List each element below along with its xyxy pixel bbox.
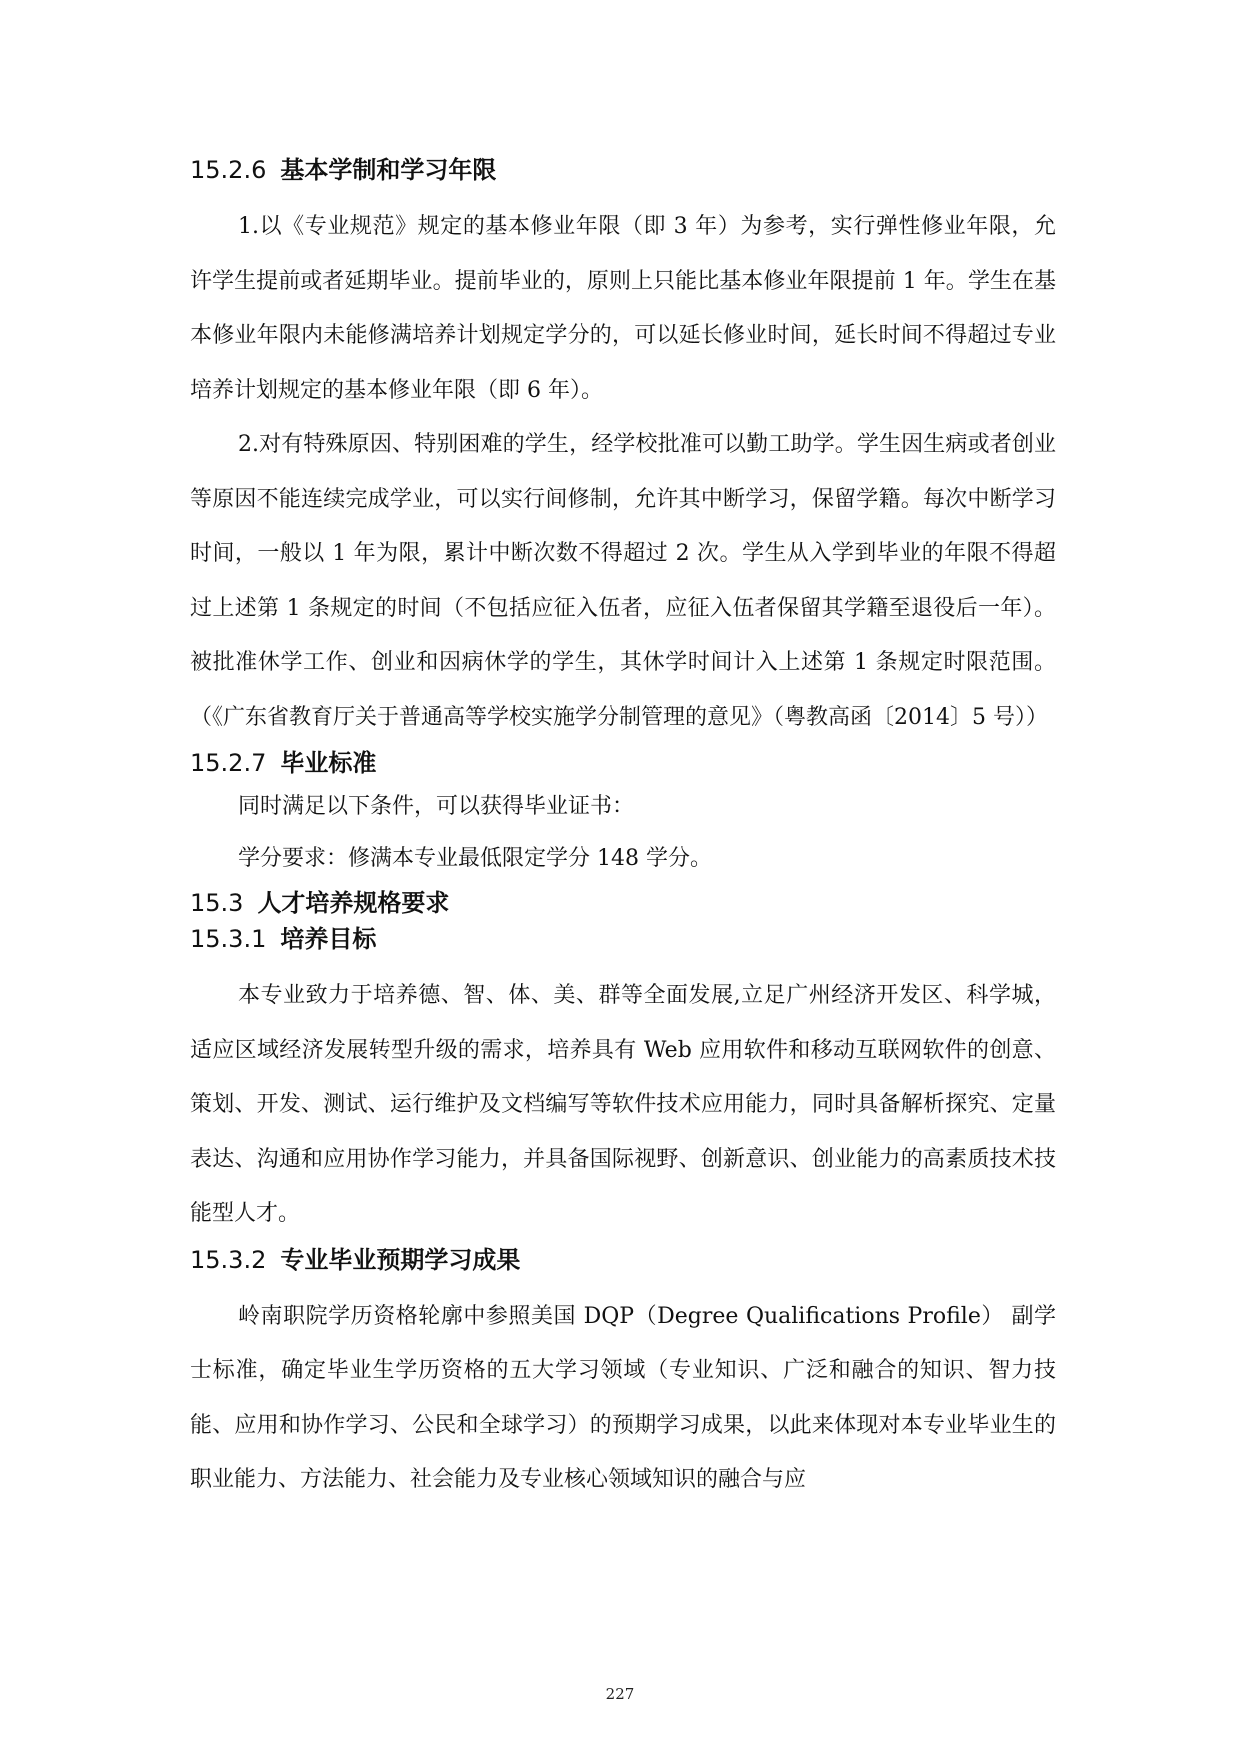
section-title: 培养目标 <box>280 925 377 953</box>
paragraph-credit-requirement: 学分要求：修满本专业最低限定学分 148 学分。 <box>238 846 712 871</box>
section-title: 基本学制和学习年限 <box>280 156 497 184</box>
section-heading-15-2-7 <box>190 745 1056 781</box>
page-number: 227 <box>605 1685 635 1703</box>
section-heading-15-3-2 <box>190 1242 1056 1278</box>
section-number: 15.3.2 <box>190 1245 267 1274</box>
section-heading-15-3 <box>190 885 1056 921</box>
section-title: 人才培养规格要求 <box>257 889 450 917</box>
paragraph-graduation-conditions: 同时满足以下条件，可以获得毕业证书： <box>238 794 635 819</box>
paragraph-duration-2: 2.对有特殊原因、特别困难的学生，经学校批准可以勤工助学。学生因生病或者创业等原因不能连续完成学业，可以实行间修制，允许其中断学习，保留学籍。每次中断学习时间，一般以 1 年为限，累计中断次数不得超过 2 次。学生从入学到毕业的年限不得超过上述第 1 条规定的时间（不包括应征入伍者，应征入伍者保留其学籍至退役后一年）。被批准休学工作、创业和因病休学的学生，其休学时间计入上述第 1 条规定时限范围。（《广东省教育厅关于普通高等学校实施学分制管理的意见》（粤教高函〔2014〕5 号）） <box>190 432 1056 730</box>
paragraph-training-objective: 本专业致力于培养德、智、体、美、群等全面发展,立足广州经济开发区、科学城，适应区域经济发展转型升级的需求，培养具有 Web 应用软件和移动互联网软件的创意、策划、开发、测试、运行维护及文档编写等软件技术应用能力，同时具备解析探究、定量表达、沟通和应用协作学习能力，并具备国际视野、创新意识、创业能力的高素质技术技能型人才。 <box>190 983 1056 1226</box>
section-number: 15.2.7 <box>190 749 267 777</box>
section-title: 专业毕业预期学习成果 <box>280 1245 521 1274</box>
section-title: 毕业标准 <box>280 749 377 777</box>
page-content <box>190 152 1056 1508</box>
section-heading-15-3-1 <box>190 921 1056 957</box>
section-heading-15-2-6 <box>190 152 1056 188</box>
paragraph-duration-1: 1.以《专业规范》规定的基本修业年限（即 3 年）为参考，实行弹性修业年限，允许学生提前或者延期毕业。提前毕业的，原则上只能比基本修业年限提前 1 年。学生在基本修业年限内未能修满培养计划规定学分的，可以延长修业时间，延长时间不得超过专业培养计划规定的基本修业年限（即 6 年）。 <box>190 214 1056 403</box>
section-number: 15.3 <box>190 889 244 917</box>
paragraph-learning-outcomes: 岭南职院学历资格轮廓中参照美国 DQP（Degree Qualifications Profile） 副学士标准，确定毕业生学历资格的五大学习领域（专业知识、广泛和融合的知识、智力技能、应用和协作学习、公民和全球学习）的预期学习成果，以此来体现对本专业毕业生的职业能力、方法能力、社会能力及专业核心领域知识的融合与应 <box>190 1303 1056 1492</box>
section-number: 15.2.6 <box>190 156 267 184</box>
section-number: 15.3.1 <box>190 925 267 953</box>
